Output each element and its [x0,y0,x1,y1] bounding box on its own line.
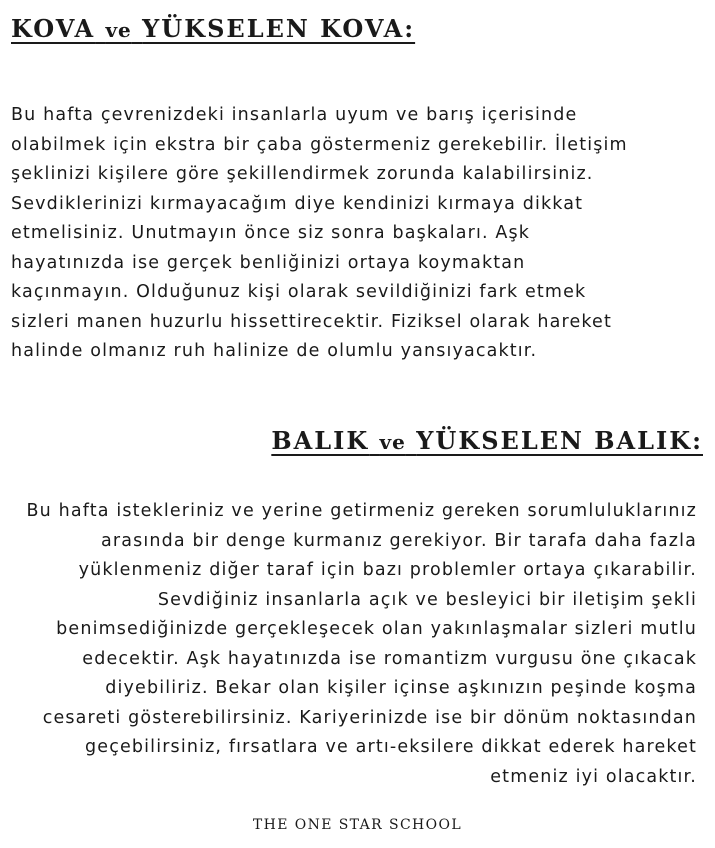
kova-paragraph-line: hayatınızda ise gerçek benliğinizi ortaya koymaktan [11,252,526,273]
kova-heading-part-2: YÜKSELEN KOVA: [142,14,416,43]
kova-paragraph-line: şeklinizi kişilere göre şekillendirmek zorunda kalabilirsiniz. [11,164,594,184]
balik-paragraph-line: cesareti gösterebilirsiniz. Kariyerinizde ise bir dönüm noktasından [42,707,697,728]
balik-heading-part-1: BALIK [271,426,370,455]
balik-paragraph-line: arasında bir denge kurmanız gerekiyor. Bir tarafa daha fazla [101,530,697,551]
balik-heading [271,426,703,455]
kova-paragraph-line: kaçınmayın. Olduğunuz kişi olarak sevildiğinizi fark etmek [11,282,587,302]
balik-paragraph-line: diyebiliriz. Bekar olan kişiler içinse aşkınızın peşinde koşma [105,678,697,698]
balik-paragraph-line: benimsediğinizde gerçekleşecek olan yakınlaşmalar sizleri mutlu [56,619,697,639]
balik-paragraph-line: Bu hafta istekleriniz ve yerine getirmeniz gereken sorumluluklarınız [26,501,697,521]
balik-paragraph-line: geçebilirsiniz, fırsatlara ve artı-eksilere dikkat ederek hareket [85,737,697,757]
kova-paragraph-line: sizleri manen huzurlu hissettirecektir. Fiziksel olarak hareket [11,311,612,332]
balik-paragraph-line: edecektir. Aşk hayatınızda ise romantizm vurgusu öne çıkacak [82,648,697,669]
footer-brand: THE ONE STAR SCHOOL [252,817,463,833]
balik-heading-connector: ve [379,430,406,454]
kova-heading-part-1: KOVA [11,14,96,43]
kova-paragraph-line: Bu hafta çevrenizdeki insanlarla uyum ve barış içerisinde [11,105,578,125]
kova-paragraph-line: olabilmek için ekstra bir çaba göstermeniz gerekebilir. İletişim [11,134,628,155]
kova-paragraph-line: halinde olmanız ruh halinize de olumlu yansıyacaktır. [11,341,538,361]
balik-paragraph-line: yüklenmeniz diğer taraf için bazı problemler ortaya çıkarabilir. [78,560,697,580]
balik-paragraph [27,497,697,792]
kova-heading-connector: ve [105,18,132,42]
kova-paragraph-line: etmelisiniz. Unutmayın önce siz sonra başkaları. Aşk [11,223,531,243]
kova-paragraph [11,101,628,367]
balik-paragraph-line: etmeniz iyi olacaktır. [490,766,697,787]
kova-paragraph-line: Sevdiklerinizi kırmayacağım diye kendinizi kırmaya dikkat [11,193,584,214]
balik-heading-part-2: YÜKSELEN BALIK: [416,426,703,455]
balik-paragraph-line: Sevdiğiniz insanlarla açık ve besleyici bir iletişim şekli [157,589,697,610]
kova-heading [11,14,415,43]
